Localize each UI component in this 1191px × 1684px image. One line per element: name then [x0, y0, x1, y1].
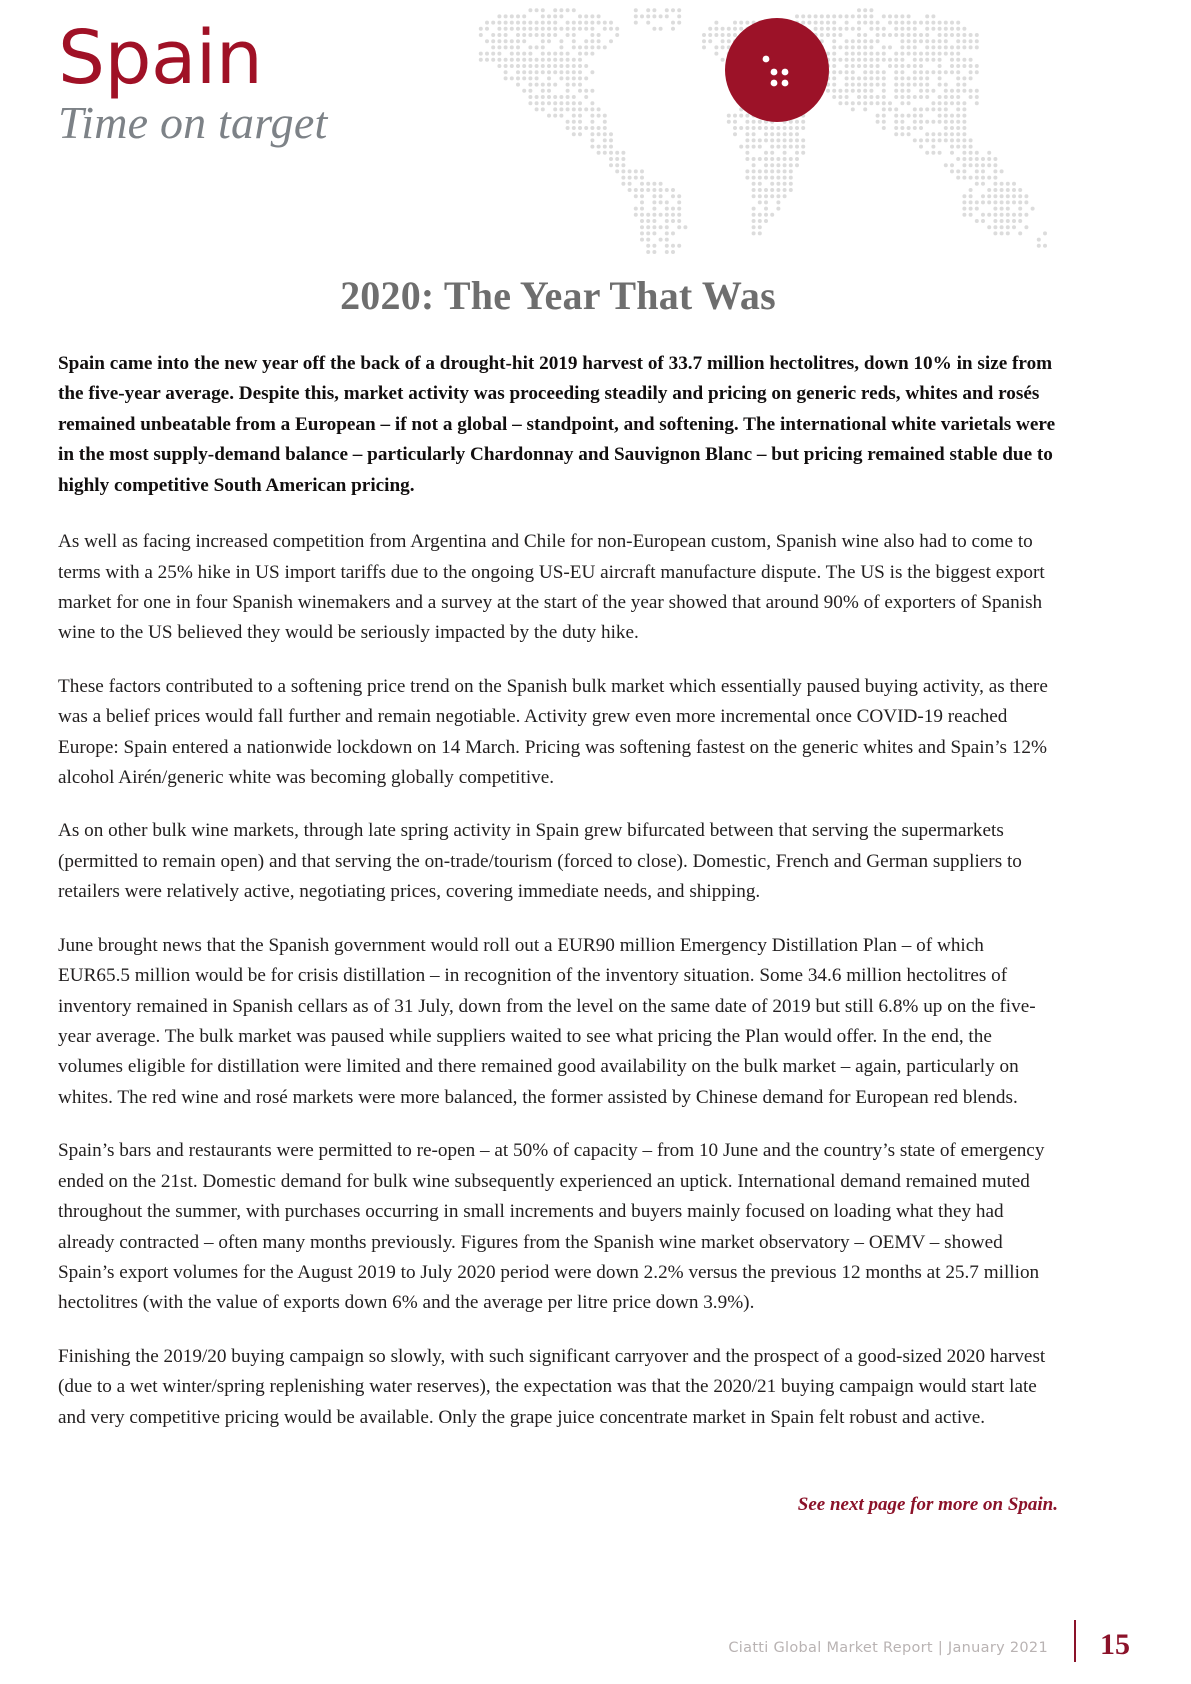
country-title: Spain	[58, 15, 263, 101]
world-map-icon	[452, 0, 1052, 258]
title-block	[58, 15, 328, 148]
body-paragraph: Finishing the 2019/20 buying campaign so slowly, with such significant carryover and the prospect of a good-sized 2020 harvest (due to a wet winter/spring replenishing water reserves), the expectation was that the 2020/21 buying campaign would start late and very competitive pricing would be available. Only the grape juice concentrate market in Spain felt robust and active.	[58, 1345, 1046, 1428]
footer-divider	[1074, 1620, 1076, 1662]
body-paragraph: These factors contributed to a softening price trend on the Spanish bulk market which essentially paused buying activity, as there was a belief prices would fall further and remain negotiable. Activity grew even more incremental once COVID-19 reached Europe: Spain entered a nationwide lockdown on 14 March. Pricing was softening fastest on the generic whites and Spain’s 12% alcohol Airén/generic white was becoming globally competitive.	[58, 675, 1048, 789]
location-marker-spain	[725, 18, 829, 122]
page-header	[0, 0, 1191, 262]
footer-credit: Ciatti Global Market Report | January 2021	[728, 1640, 1048, 1656]
country-subtitle: Time on target	[58, 96, 328, 148]
body-paragraph: As well as facing increased competition from Argentina and Chile for non-European custom, Spanish wine also had to come to terms with a 25% hike in US import tariffs due to the ongoing US-EU aircraft manufacture dispute. The US is the biggest export market for one in four Spanish winemakers and a survey at the start of the year showed that around 90% of exporters of Spanish wine to the US believed they would be seriously impacted by the duty hike.	[58, 531, 1045, 644]
body-paragraph: As on other bulk wine markets, through late spring activity in Spain grew bifurcated between that serving the supermarkets (permitted to remain open) and that serving the on-trade/tourism (forced to close). Domestic, French and German suppliers to retailers were relatively active, negotiating prices, covering immediate needs, and shipping.	[58, 820, 1022, 903]
see-next-page-note: See next page for more on Spain.	[797, 1494, 1058, 1515]
page-footer	[58, 1620, 1136, 1662]
article-title: 2020: The Year That Was	[340, 273, 776, 318]
body-paragraph: Spain’s bars and restaurants were permitted to re-open – at 50% of capacity – from 10 June and the country’s state of emergency ended on the 21st. Domestic demand for bulk wine subsequently experienced an uptick. International demand remained muted throughout the summer, with purchases occurring in small increments and buyers mainly focused on loading what they had already contracted – often many months previously. Figures from the Spanish wine market observatory – OEMV – showed Spain’s export volumes for the August 2019 to July 2020 period were down 2.2% versus the previous 12 months at 25.7 million hectolitres (with the value of exports down 6% and the average per litre price down 3.9%).	[58, 1140, 1045, 1314]
paragraph-list	[58, 527, 1058, 1433]
article-body	[58, 272, 1058, 1515]
lede-paragraph: Spain came into the new year off the back of a drought-hit 2019 harvest of 33.7 million hectolitres, down 10% in size from the five-year average. Despite this, market activity was proceeding steadily and pricing on generic reds, whites and rosés remained unbeatable from a European – if not a global – standpoint, and softening. The international white varietals were in the most supply-demand balance – particularly Chardonnay and Sauvignon Blanc – but pricing remained stable due to highly competitive South American pricing.	[58, 353, 1056, 496]
dotted-world-map	[452, 0, 1052, 258]
page-number: 15	[1100, 1628, 1130, 1661]
body-paragraph: June brought news that the Spanish government would roll out a EUR90 million Emergency Distillation Plan – of which EUR65.5 million would be for crisis distillation – in recognition of the inventory situation. Some 34.6 million hectolitres of inventory remained in Spanish cellars as of 31 July, down from the level on the same date of 2019 but still 6.8% up on the five-year average. The bulk market was paused while suppliers waited to see what pricing the Plan would offer. In the end, the volumes eligible for distillation were limited and there remained good availability on the bulk market – again, particularly on whites. The red wine and rosé markets were more balanced, the former assisted by Chinese demand for European red blends.	[58, 934, 1036, 1108]
